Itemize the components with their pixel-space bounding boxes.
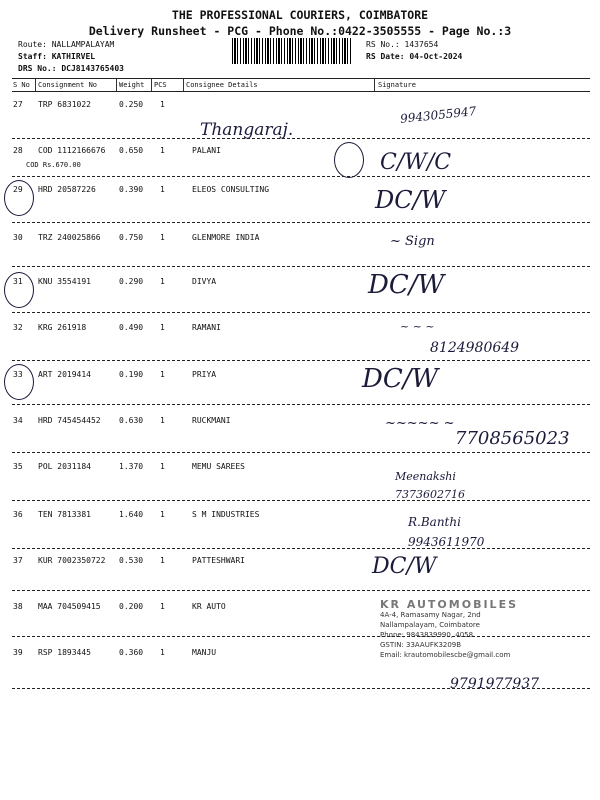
drs-value: DCJ8143765403 — [61, 64, 124, 73]
row-consignee: RAMANI — [192, 323, 221, 332]
col-consignment: Consignment No — [38, 81, 98, 89]
row-consignee: DIVYA — [192, 277, 217, 286]
signature: 9791977937 — [450, 676, 540, 692]
table-row — [0, 556, 600, 602]
row-consignment: RSP 1893445 — [38, 648, 91, 657]
route-label: Route: — [18, 40, 47, 49]
rs-no-info — [366, 40, 438, 49]
row-consignee: PALANI — [192, 146, 221, 155]
row-separator — [12, 590, 590, 591]
row-pcs: 1 — [160, 185, 165, 194]
staff-value: KATHIRVEL — [51, 52, 96, 61]
row-pcs: 1 — [160, 277, 165, 286]
stamp-line: Phone: 9843839990, 4058 — [380, 631, 474, 639]
row-separator — [12, 404, 590, 405]
col-consignee: Consignee Details — [186, 81, 258, 89]
col-divider — [374, 79, 375, 91]
route-info — [18, 40, 114, 49]
route-value: NALLAMPALAYAM — [51, 40, 115, 49]
col-pcs: PCS — [154, 81, 167, 89]
staff-label: Staff: — [18, 52, 47, 61]
row-sno: 36 — [13, 510, 23, 519]
col-divider — [35, 79, 36, 91]
row-separator — [12, 138, 590, 139]
row-pcs: 1 — [160, 556, 165, 565]
row-consignment: HRD 20587226 — [38, 185, 96, 194]
rs-no-label: RS No.: — [366, 40, 400, 49]
col-sno: S No — [13, 81, 30, 89]
row-separator — [12, 176, 590, 177]
rs-date-info — [366, 52, 462, 61]
signature: 9943055947 — [399, 104, 477, 126]
row-pcs: 1 — [160, 323, 165, 332]
row-separator — [12, 688, 590, 689]
signature: C/W/C — [380, 150, 452, 175]
ink-circle — [334, 142, 364, 178]
row-weight: 0.650 — [119, 146, 144, 155]
row-pcs: 1 — [160, 510, 165, 519]
signature-mark: ~ ~ ~ — [400, 320, 435, 333]
row-separator — [12, 312, 590, 313]
row-consignment: COD 1112166676 — [38, 146, 106, 155]
stamp-line: 4A-4, Ramasamy Nagar, 2nd — [380, 611, 481, 619]
row-weight: 0.200 — [119, 602, 144, 611]
signature: 7708565023 — [455, 428, 570, 449]
ink-circle — [4, 364, 34, 400]
ink-circle — [4, 180, 34, 216]
row-pcs: 1 — [160, 462, 165, 471]
row-pcs: 1 — [160, 233, 165, 242]
row-sno: 37 — [13, 556, 23, 565]
signature: DC/W — [375, 186, 446, 214]
drs-label: DRS No.: — [18, 64, 57, 73]
signature-mark: ~~~~~ ~ — [385, 416, 455, 431]
table-row — [0, 233, 600, 279]
rs-date-label: RS Date: — [366, 52, 405, 61]
staff-info — [18, 52, 95, 61]
runsheet-title: Delivery Runsheet - PCG - Phone No.:0422-3505555 - Page No.:3 — [88, 24, 512, 38]
row-weight: 1.640 — [119, 510, 144, 519]
row-sno: 32 — [13, 323, 23, 332]
col-divider — [183, 79, 184, 91]
row-weight: 0.630 — [119, 416, 144, 425]
row-consignee: KR AUTO — [192, 602, 226, 611]
col-divider — [116, 79, 117, 91]
stamp-line: Email: krautomobilescbe@gmail.com — [380, 651, 511, 659]
signature: R.Banthi 9943611970 — [408, 515, 485, 549]
signature: DC/W — [362, 364, 439, 394]
row-consignment: POL 2031184 — [38, 462, 91, 471]
row-consignment: TRZ 240025866 — [38, 233, 101, 242]
company-title: THE PROFESSIONAL COURIERS, COIMBATORE — [171, 8, 429, 22]
row-weight: 0.360 — [119, 648, 144, 657]
row-consignee: RUCKMANI — [192, 416, 231, 425]
signature: 8124980649 — [430, 340, 520, 356]
row-weight: 0.190 — [119, 370, 144, 379]
row-consignee: PRIYA — [192, 370, 217, 379]
row-consignment: TRP 6831022 — [38, 100, 91, 109]
row-consignment: KUR 7002350722 — [38, 556, 106, 565]
row-consignment: MAA 704509415 — [38, 602, 101, 611]
row-consignee: PATTESHWARI — [192, 556, 245, 565]
cod-amount: COD Rs.670.00 — [26, 161, 81, 169]
row-consignee: MANJU — [192, 648, 217, 657]
row-pcs: 1 — [160, 602, 165, 611]
row-pcs: 1 — [160, 370, 165, 379]
row-pcs: 1 — [160, 416, 165, 425]
row-consignee: GLENMORE INDIA — [192, 233, 260, 242]
handwritten-name: Thangaraj. — [200, 120, 294, 140]
rs-date-value: 04-Oct-2024 — [409, 52, 463, 61]
stamp-line: Nallampalayam, Coimbatore — [380, 621, 480, 629]
signature: ~ Sign — [390, 234, 435, 249]
row-consignment: TEN 7813381 — [38, 510, 91, 519]
row-sno: 30 — [13, 233, 23, 242]
row-weight: 0.490 — [119, 323, 144, 332]
signature: Meenakshi 7373602716 — [395, 470, 465, 501]
table-row — [0, 370, 600, 416]
row-sno: 31 — [13, 277, 23, 286]
row-sno: 39 — [13, 648, 23, 657]
row-sno: 33 — [13, 370, 23, 379]
row-consignment: KRG 261918 — [38, 323, 87, 332]
row-sno: 27 — [13, 100, 23, 109]
row-pcs: 1 — [160, 100, 165, 109]
row-sno: 34 — [13, 416, 23, 425]
row-separator — [12, 548, 590, 549]
barcode — [232, 38, 352, 64]
ink-circle — [4, 272, 34, 308]
col-signature: Signature — [378, 81, 416, 89]
table-row — [0, 100, 600, 146]
table-row — [0, 185, 600, 231]
row-weight: 0.390 — [119, 185, 144, 194]
col-weight: Weight — [119, 81, 145, 89]
table-row — [0, 277, 600, 323]
drs-info — [18, 64, 124, 73]
row-sno: 35 — [13, 462, 23, 471]
row-pcs: 1 — [160, 146, 165, 155]
col-divider — [151, 79, 152, 91]
header-bottom-rule — [12, 91, 590, 92]
row-consignee: MEMU SAREES — [192, 462, 245, 471]
stamp-line: GSTIN: 33AAUFK3209B — [380, 641, 462, 649]
row-pcs: 1 — [160, 648, 165, 657]
rs-no-value: 1437654 — [404, 40, 439, 49]
row-weight: 1.370 — [119, 462, 144, 471]
row-consignment: KNU 3554191 — [38, 277, 91, 286]
row-weight: 0.750 — [119, 233, 144, 242]
row-weight: 0.250 — [119, 100, 144, 109]
row-consignee: ELEOS CONSULTING — [192, 185, 270, 194]
signature: DC/W — [372, 554, 437, 579]
row-separator — [12, 266, 590, 267]
row-weight: 0.290 — [119, 277, 144, 286]
row-sno: 29 — [13, 185, 23, 194]
row-separator — [12, 360, 590, 361]
table-row — [0, 462, 600, 508]
row-sno: 38 — [13, 602, 23, 611]
row-consignment: ART 2019414 — [38, 370, 91, 379]
header-top-rule — [12, 78, 590, 79]
row-sno: 28 — [13, 146, 23, 155]
row-consignment: HRD 745454452 — [38, 416, 101, 425]
company-stamp — [380, 600, 580, 660]
row-separator — [12, 452, 590, 453]
row-separator — [12, 500, 590, 501]
stamp-name: KR AUTOMOBILES — [380, 598, 519, 611]
signature: DC/W — [368, 270, 445, 300]
row-consignee: S M INDUSTRIES — [192, 510, 260, 519]
row-weight: 0.530 — [119, 556, 144, 565]
row-separator — [12, 222, 590, 223]
